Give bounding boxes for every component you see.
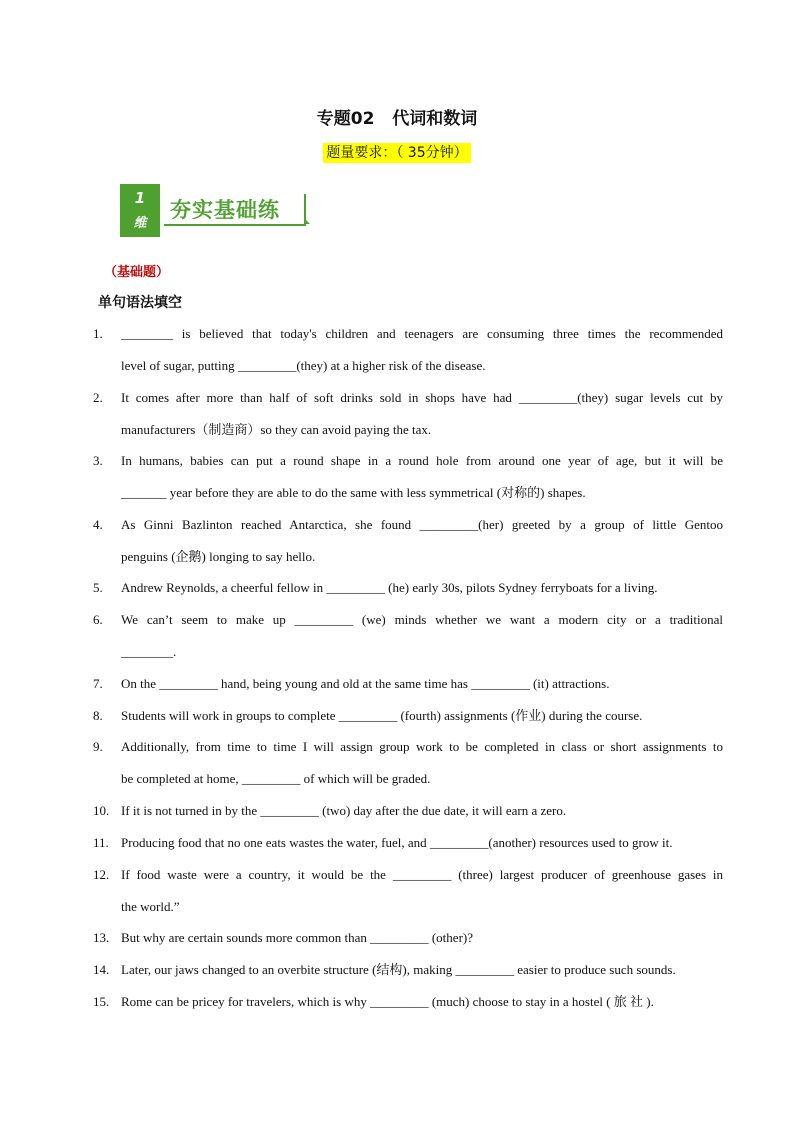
- question-item: [93, 382, 723, 446]
- question-item: [93, 509, 723, 573]
- question-text-continued: ________.: [121, 644, 177, 659]
- question-number: 10.: [93, 803, 110, 818]
- badge-text: 维: [133, 216, 147, 231]
- question-text-continued: _______ year before they are able to do the same with less symmetrical (对称的) shapes.: [121, 485, 586, 500]
- badge-number: 1: [134, 189, 146, 207]
- question-number: 15.: [93, 994, 110, 1009]
- question-number: 6.: [93, 612, 103, 627]
- question-item: [93, 572, 723, 604]
- question-item: [93, 859, 723, 923]
- question-item: [93, 795, 723, 827]
- question-text: Students will work in groups to complete _________ (fourth) assignments (作业) during the course.: [121, 708, 643, 723]
- question-item: [93, 700, 723, 732]
- question-number: 14.: [93, 962, 110, 977]
- question-item: [93, 668, 723, 700]
- question-number: 7.: [93, 676, 103, 691]
- question-text-continued: penguins (企鹅) longing to say hello.: [121, 549, 316, 564]
- question-text: Rome can be pricey for travelers, which is why _________ (much) choose to stay in a hostel ( 旅 社 ).: [121, 994, 654, 1009]
- question-text-continued: level of sugar, putting _________(they) at a higher risk of the disease.: [121, 358, 486, 373]
- time-requirement: 题量要求：（ 35分钟）: [323, 143, 470, 163]
- question-number: 3.: [93, 453, 103, 468]
- question-number: 12.: [93, 867, 110, 882]
- question-number: 4.: [93, 517, 103, 532]
- question-item: [93, 827, 723, 859]
- question-text-continued: the world.”: [121, 899, 180, 914]
- question-number: 1.: [93, 326, 103, 341]
- question-text: We can’t seem to make up _________ (we) minds whether we want a modern city or a traditional: [121, 612, 723, 627]
- question-text: It comes after more than half of soft drinks sold in shops have had _________(they) sugar levels cut by: [121, 390, 723, 405]
- question-text: As Ginni Bazlinton reached Antarctica, she found _________(her) greeted by a group of little Gentoo: [121, 517, 723, 532]
- question-item: [93, 954, 723, 986]
- question-item: [93, 604, 723, 668]
- question-item: [93, 731, 723, 795]
- question-text: Andrew Reynolds, a cheerful fellow in _________ (he) early 30s, pilots Sydney ferryboats for a living.: [121, 580, 658, 595]
- question-number: 9.: [93, 739, 103, 754]
- question-item: [93, 318, 723, 382]
- time-requirement-line: [0, 143, 794, 163]
- banner-title: 夯实基础练: [170, 198, 280, 222]
- question-text: Producing food that no one eats wastes the water, fuel, and _________(another) resources used to grow it.: [121, 835, 673, 850]
- banner-badge: [120, 184, 160, 237]
- question-text-continued: manufacturers（制造商）so they can avoid paying the tax.: [121, 422, 432, 437]
- question-text: If it is not turned in by the _________ (two) day after the due date, it will earn a zero.: [121, 803, 567, 818]
- question-text: But why are certain sounds more common than _________ (other)?: [121, 930, 473, 945]
- question-text: Later, our jaws changed to an overbite structure (结构), making _________ easier to produce such sounds.: [121, 962, 676, 977]
- question-number: 11.: [93, 835, 109, 850]
- question-text-continued: be completed at home, _________ of which will be graded.: [121, 771, 431, 786]
- question-item: [93, 445, 723, 509]
- question-text: On the _________ hand, being young and old at the same time has _________ (it) attractions.: [121, 676, 610, 691]
- level-label: （基础题）: [104, 265, 170, 280]
- section-heading: 单句语法填空: [98, 295, 182, 311]
- question-item: [93, 986, 723, 1018]
- question-number: 2.: [93, 390, 103, 405]
- question-text: ________ is believed that today's children and teenagers are consuming three times the recommended: [121, 326, 723, 341]
- question-item: [93, 922, 723, 954]
- banner-corner-arrow: [304, 218, 310, 224]
- question-text: In humans, babies can put a round shape in a round hole from around one year of age, but it will be: [121, 453, 723, 468]
- question-text: Additionally, from time to time I will assign group work to be completed in class or short assignments to: [121, 739, 723, 754]
- question-number: 13.: [93, 930, 110, 945]
- question-number: 8.: [93, 708, 103, 723]
- section-banner: [120, 184, 320, 238]
- question-number: 5.: [93, 580, 103, 595]
- page-title: 专题02 代词和数词: [316, 109, 478, 129]
- question-text: If food waste were a country, it would be the _________ (three) largest producer of greenhouse gases in: [121, 867, 723, 882]
